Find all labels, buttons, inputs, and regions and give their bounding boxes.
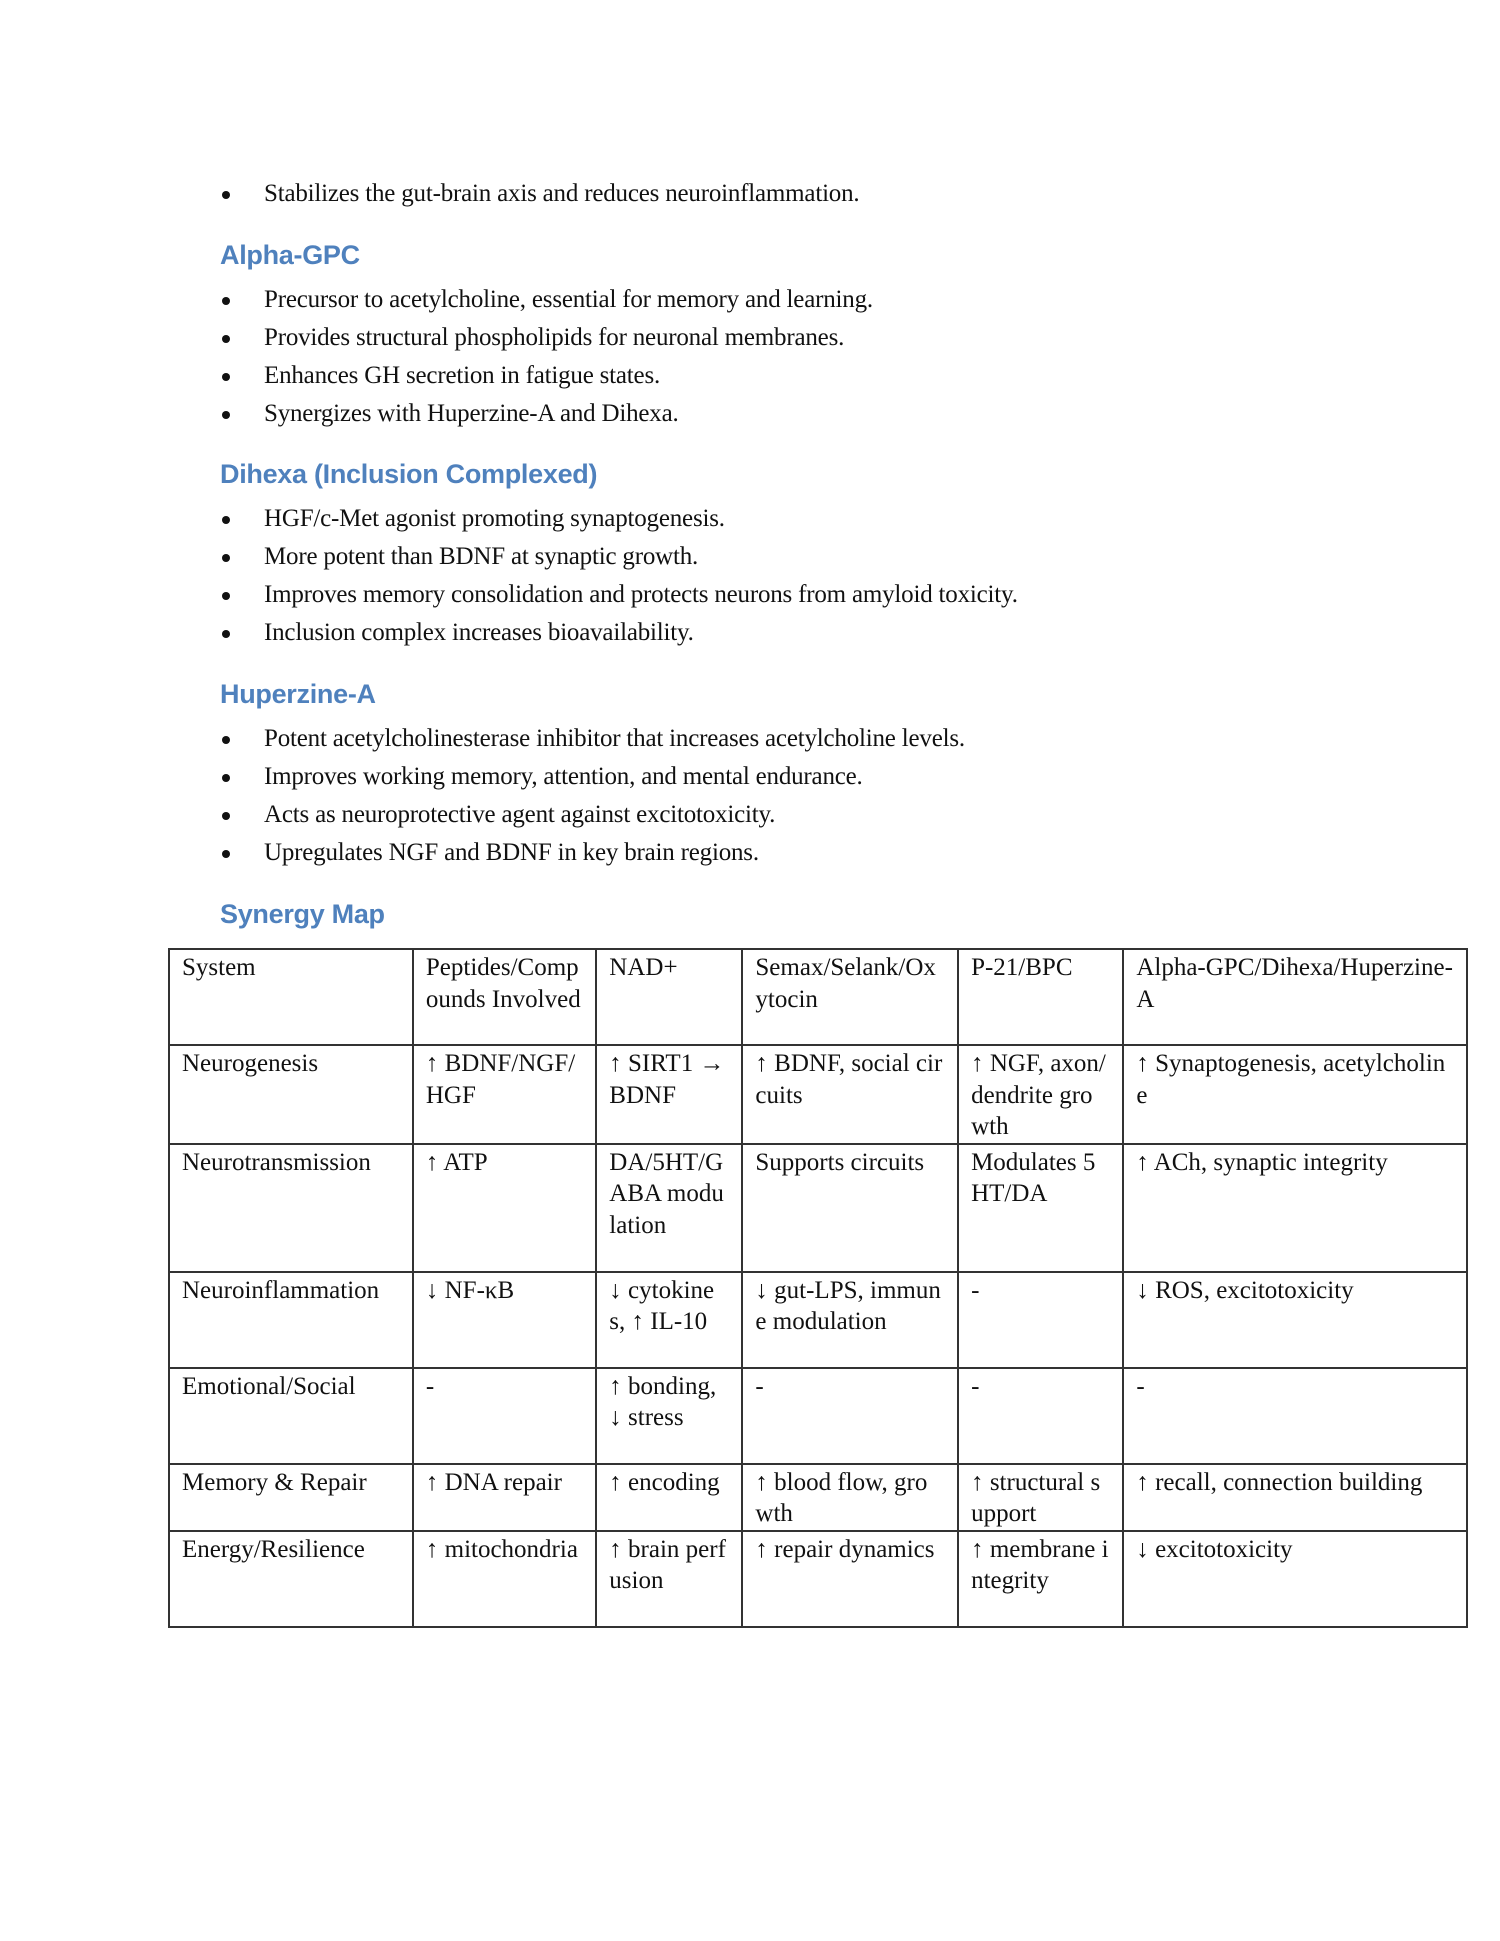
table-cell-system: Memory & Repair xyxy=(169,1464,413,1531)
table-cell: ↓ gut-LPS, immune modulation xyxy=(742,1272,958,1368)
table-cell-system: Energy/Resilience xyxy=(169,1531,413,1627)
table-row xyxy=(169,1045,1467,1144)
column-header: Alpha-GPC/Dihexa/Huperzine-A xyxy=(1123,949,1467,1045)
column-header: P-21/BPC xyxy=(958,949,1123,1045)
bullet-item: More potent than BDNF at synaptic growth. xyxy=(218,538,1018,576)
synergy-map-heading: Synergy Map xyxy=(220,899,385,929)
table-cell: - xyxy=(958,1272,1123,1368)
table-cell: ↑ recall, connection building xyxy=(1123,1464,1467,1531)
table-cell: ↓ excitotoxicity xyxy=(1123,1531,1467,1627)
bullet-item: HGF/c-Met agonist promoting synaptogenesis. xyxy=(218,500,1018,538)
bullet-item: Inclusion complex increases bioavailability. xyxy=(218,614,1018,652)
table-cell: ↓ cytokines, ↑ IL-10 xyxy=(596,1272,742,1368)
table-cell: ↑ structural support xyxy=(958,1464,1123,1531)
table-cell: ↑ BDNF, social circuits xyxy=(742,1045,958,1144)
bullet-item: Stabilizes the gut-brain axis and reduces neuroinflammation. xyxy=(218,175,859,213)
table-cell-system: Emotional/Social xyxy=(169,1368,413,1464)
table-row xyxy=(169,1531,1467,1627)
column-header: System xyxy=(169,949,413,1045)
bullet-item: Synergizes with Huperzine-A and Dihexa. xyxy=(218,395,873,433)
section-heading-alpha-gpc: Alpha-GPC xyxy=(220,240,360,270)
column-header: Semax/Selank/Oxytocin xyxy=(742,949,958,1045)
bullet-item: Potent acetylcholinesterase inhibitor that increases acetylcholine levels. xyxy=(218,720,965,758)
table-cell: ↑ SIRT1 → BDNF xyxy=(596,1045,742,1144)
bullet-item: Acts as neuroprotective agent against excitotoxicity. xyxy=(218,796,965,834)
bullet-item: Upregulates NGF and BDNF in key brain regions. xyxy=(218,834,965,872)
table-cell: Modulates 5HT/DA xyxy=(958,1144,1123,1272)
table-cell: ↑ brain perfusion xyxy=(596,1531,742,1627)
intro-bullet-list xyxy=(218,175,859,213)
table-cell-system: Neurotransmission xyxy=(169,1144,413,1272)
table-cell: ↑ membrane integrity xyxy=(958,1531,1123,1627)
table-row xyxy=(169,1272,1467,1368)
dihexa-bullet-list xyxy=(218,500,1018,652)
table-cell: - xyxy=(1123,1368,1467,1464)
table-cell: ↑ ATP xyxy=(413,1144,596,1272)
table-cell: ↑ blood flow, growth xyxy=(742,1464,958,1531)
table-cell: ↑ ACh, synaptic integrity xyxy=(1123,1144,1467,1272)
huperzine-a-bullet-list xyxy=(218,720,965,872)
table-cell: ↑ BDNF/NGF/HGF xyxy=(413,1045,596,1144)
table-cell: ↑ Synaptogenesis, acetylcholine xyxy=(1123,1045,1467,1144)
table-cell: ↑ bonding, ↓ stress xyxy=(596,1368,742,1464)
table-cell: ↑ repair dynamics xyxy=(742,1531,958,1627)
table-cell-system: Neuroinflammation xyxy=(169,1272,413,1368)
table-row xyxy=(169,1464,1467,1531)
bullet-item: Enhances GH secretion in fatigue states. xyxy=(218,357,873,395)
table-cell: - xyxy=(958,1368,1123,1464)
table-cell: ↓ ROS, excitotoxicity xyxy=(1123,1272,1467,1368)
table-row xyxy=(169,1144,1467,1272)
table-cell: - xyxy=(413,1368,596,1464)
bullet-item: Improves working memory, attention, and mental endurance. xyxy=(218,758,965,796)
table-cell: ↑ DNA repair xyxy=(413,1464,596,1531)
table-cell: - xyxy=(742,1368,958,1464)
table-cell: ↑ encoding xyxy=(596,1464,742,1531)
bullet-item: Precursor to acetylcholine, essential for memory and learning. xyxy=(218,281,873,319)
table-cell: ↑ mitochondria xyxy=(413,1531,596,1627)
table-cell-system: Neurogenesis xyxy=(169,1045,413,1144)
table-header-row xyxy=(169,949,1467,1045)
column-header: Peptides/Compounds Involved xyxy=(413,949,596,1045)
table-cell: ↓ NF-κB xyxy=(413,1272,596,1368)
table-cell: ↑ NGF, axon/dendrite growth xyxy=(958,1045,1123,1144)
bullet-item: Provides structural phospholipids for neuronal membranes. xyxy=(218,319,873,357)
table-cell: Supports circuits xyxy=(742,1144,958,1272)
table-row xyxy=(169,1368,1467,1464)
column-header: NAD+ xyxy=(596,949,742,1045)
bullet-item: Improves memory consolidation and protects neurons from amyloid toxicity. xyxy=(218,576,1018,614)
synergy-map-table xyxy=(168,948,1468,1628)
table-cell: DA/5HT/GABA modulation xyxy=(596,1144,742,1272)
section-heading-dihexa: Dihexa (Inclusion Complexed) xyxy=(220,459,598,489)
section-heading-huperzine-a: Huperzine-A xyxy=(220,679,376,709)
alpha-gpc-bullet-list xyxy=(218,281,873,433)
